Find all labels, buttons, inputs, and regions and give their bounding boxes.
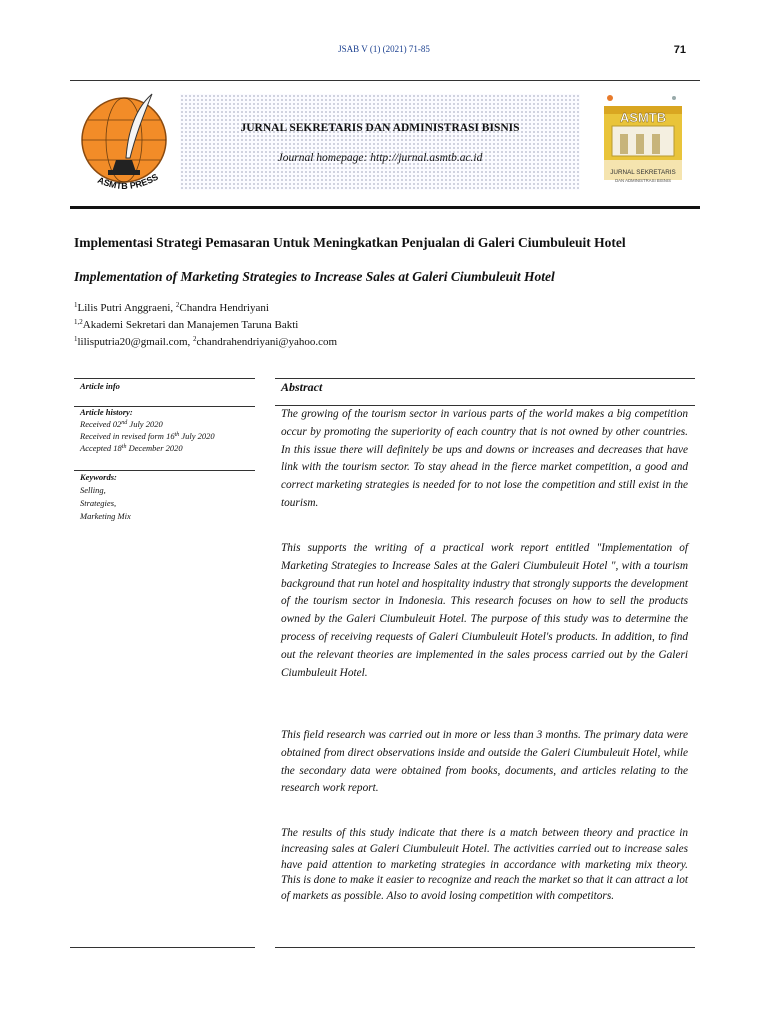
- keyword-item: Marketing Mix: [80, 511, 131, 521]
- author-1: Lilis Putri Anggraeni,: [77, 302, 176, 314]
- emails-line: $^1$lilisputria20@gmail.com, $^2$chandrahendriyani@yahoo.com: [74, 335, 338, 348]
- keyword-item: Selling,: [80, 485, 106, 495]
- abstract-paragraph-3: This field research was carried out in more or less than 3 months. The primary data were obtained from direct observations inside and outside the Galeri Ciumbuleuit Hotel, while the secondary data were obtained from books, documents, and articles relating to the research work report.: [281, 729, 688, 795]
- abstract-rule-top: [275, 378, 695, 379]
- cover-caption-2: DAN ADMINISTRASI BISNIS: [615, 178, 671, 183]
- received-date: Received 02nd July 2020: [80, 419, 163, 429]
- abstract-heading: Abstract: [281, 380, 323, 394]
- email-1[interactable]: lilisputria20@gmail.com,: [77, 336, 194, 348]
- banner-rule: [70, 206, 700, 209]
- info-rule-top: [74, 378, 255, 379]
- accepted-date: Accepted 18th December 2020: [80, 443, 183, 453]
- article-history-label: Article history:: [80, 407, 133, 417]
- affiliation-line: $^{1,2}$Akademi Sekretari dan Manajemen Taruna Bakti: [74, 318, 299, 331]
- abstract-paragraph-1: The growing of the tourism sector in various parts of the world makes a big competition occur by promoting the superiority of each country that is not owned by other countries. In this issue there will definitely be ups and downs or increases and decreases that have link with the tourism sector. To stay ahead in the fierce market competition, a good and correct marketing strategies is needed for to not lose the competition and still exist in the tourism.: [281, 408, 688, 509]
- abstract-paragraph-4: The results of this study indicate that there is a match between theory and practice in increasing sales at Galeri Ciumbuleuit Hotel. The activities carried out to increase sales have paid attention to marketing strategies in accordance with marketing mix theory. This is done to make it easier to recognize and reach the market so that it can attract a lot of markets as possible. Also to avoid losing competition with competitors.: [281, 827, 688, 903]
- email-2[interactable]: chandrahendriyani@yahoo.com: [196, 336, 338, 348]
- keyword-item: Strategies,: [80, 498, 117, 508]
- cover-title: ASMTB: [619, 110, 667, 125]
- cover-badge-icon: [607, 95, 613, 101]
- info-rule-keywords: [74, 470, 255, 471]
- cover-caption-1: JURNAL SEKRETARIS: [610, 169, 676, 176]
- keywords-label: Keywords:: [80, 472, 117, 482]
- press-logo-text: ASMTB PRESS: [96, 171, 160, 192]
- abstract-paragraph-2: This supports the writing of a practical work report entitled "Implementation of Marketing Strategies to Increase Sales at the Galeri Ciumbuleuit Hotel ", with a tourism background that run hotel and hospitality industry that strongly supports the development of the tourism sector in Indonesia. This research focuses on how to sell the products owned by the Galeri Ciumbuleuit Hotel. The purpose of this study was to determine the process of receiving requests of Galeri Ciumbuleuit Hotel's products. In addition, to find out the relevant theories are implemented in the sales process carried out by the Galeri Ciumbuleuit Hotel.: [281, 542, 688, 679]
- journal-cover-thumbnail: [600, 90, 686, 202]
- article-info-label: Article info: [80, 381, 120, 391]
- revised-date: Received in revised form 16th July 2020: [80, 431, 215, 441]
- journal-banner: [180, 94, 580, 190]
- header-rule: [70, 80, 700, 81]
- affiliation: Akademi Sekretari dan Manajemen Taruna Bakti: [82, 319, 299, 331]
- article-title-english: Implementation of Marketing Strategies to Increase Sales at Galeri Ciumbuleuit Hotel: [74, 269, 555, 284]
- abstract-rule-bottom: [275, 947, 695, 948]
- asmtb-press-logo: [80, 90, 172, 198]
- article-title-indonesian: Implementasi Strategi Pemasaran Untuk Meningkatkan Penjualan di Galeri Ciumbuleuit Hotel: [74, 235, 626, 250]
- running-head: JSAB V (1) (2021) 71-85: [338, 44, 430, 54]
- info-rule-bottom: [70, 947, 255, 948]
- journal-name: JURNAL SEKRETARIS DAN ADMINISTRASI BISNIS: [240, 122, 520, 134]
- journal-homepage[interactable]: Journal homepage: http://jurnal.asmtb.ac.id: [277, 152, 483, 164]
- authors-line: $^1$Lilis Putri Anggraeni, $^2$Chandra Hendriyani: [74, 301, 269, 314]
- author-2: Chandra Hendriyani: [179, 302, 269, 314]
- page-number: 71: [673, 44, 686, 56]
